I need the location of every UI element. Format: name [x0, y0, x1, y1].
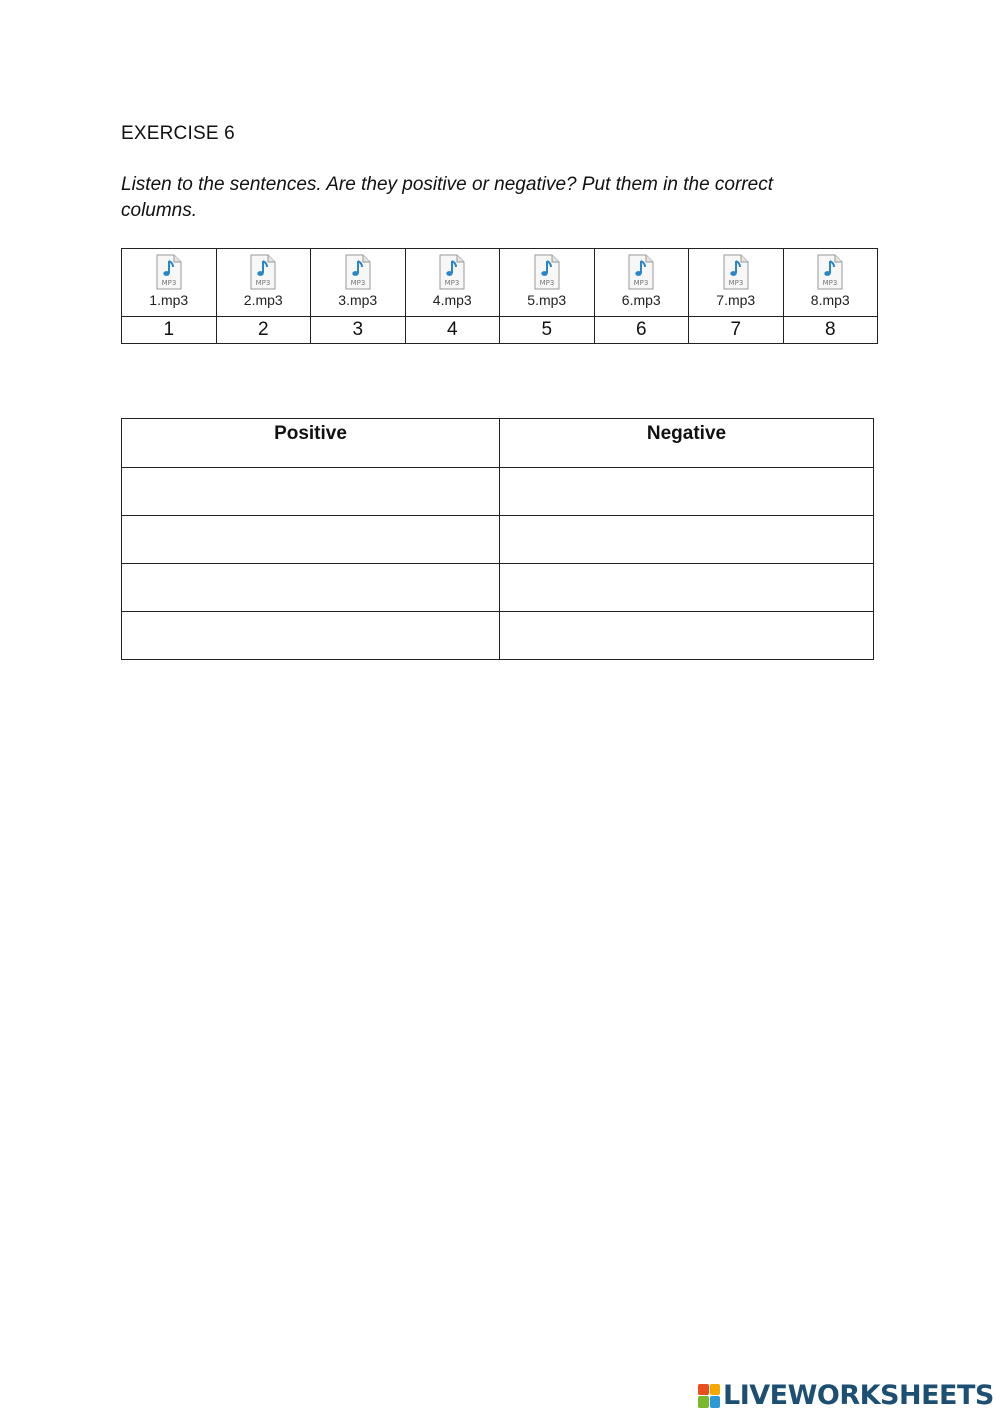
- audio-file-name: 3.mp3: [338, 292, 378, 308]
- negative-column-header: Negative: [500, 419, 874, 468]
- audio-file-2[interactable]: [244, 254, 283, 308]
- svg-text:MP3: MP3: [444, 279, 460, 287]
- sort-table: [121, 418, 874, 660]
- audio-cell[interactable]: [500, 249, 595, 317]
- audio-number: 7: [689, 317, 784, 344]
- positive-column-header: Positive: [122, 419, 500, 468]
- audio-file-name: 2.mp3: [243, 292, 283, 308]
- audio-file-name: 4.mp3: [432, 292, 472, 308]
- audio-cell[interactable]: [216, 249, 311, 317]
- audio-cell[interactable]: [783, 249, 878, 317]
- audio-number: 8: [783, 317, 878, 344]
- audio-file-6[interactable]: [622, 254, 661, 308]
- audio-file-8[interactable]: [811, 254, 850, 308]
- audio-file-4[interactable]: [433, 254, 472, 308]
- mp3-file-icon[interactable]: [626, 254, 656, 290]
- svg-text:MP3: MP3: [728, 279, 744, 287]
- audio-file-name: 5.mp3: [527, 292, 567, 308]
- negative-drop-cell[interactable]: [500, 516, 874, 564]
- svg-text:MP3: MP3: [633, 279, 649, 287]
- audio-cell[interactable]: [311, 249, 406, 317]
- logo-badge-icon: [698, 1384, 720, 1408]
- audio-number: 5: [500, 317, 595, 344]
- negative-drop-cell[interactable]: [500, 468, 874, 516]
- positive-drop-cell[interactable]: [122, 468, 500, 516]
- positive-drop-cell[interactable]: [122, 516, 500, 564]
- audio-number: 4: [405, 317, 500, 344]
- negative-drop-cell[interactable]: [500, 564, 874, 612]
- audio-cell[interactable]: [122, 249, 217, 317]
- svg-text:MP3: MP3: [822, 279, 838, 287]
- mp3-file-icon[interactable]: [154, 254, 184, 290]
- audio-file-name: 6.mp3: [621, 292, 661, 308]
- liveworksheets-logo: [698, 1380, 994, 1411]
- audio-file-name: 8.mp3: [810, 292, 850, 308]
- mp3-file-icon[interactable]: [721, 254, 751, 290]
- mp3-file-icon[interactable]: [343, 254, 373, 290]
- mp3-file-icon[interactable]: [532, 254, 562, 290]
- audio-table: [121, 248, 878, 344]
- audio-file-7[interactable]: [716, 254, 755, 308]
- audio-number: 2: [216, 317, 311, 344]
- audio-file-name: 1.mp3: [149, 292, 189, 308]
- exercise-title: EXERCISE 6: [121, 123, 235, 144]
- positive-drop-cell[interactable]: [122, 612, 500, 660]
- negative-drop-cell[interactable]: [500, 612, 874, 660]
- audio-file-name: 7.mp3: [716, 292, 756, 308]
- audio-cell[interactable]: [689, 249, 784, 317]
- audio-file-3[interactable]: [338, 254, 377, 308]
- audio-number: 1: [122, 317, 217, 344]
- positive-drop-cell[interactable]: [122, 564, 500, 612]
- mp3-file-icon[interactable]: [815, 254, 845, 290]
- audio-number: 3: [311, 317, 406, 344]
- logo-wordmark: LIVEWORKSHEETS: [723, 1380, 994, 1411]
- audio-cell[interactable]: [405, 249, 500, 317]
- instruction-text: Listen to the sentences. Are they positive or negative? Put them in the correct columns.: [121, 174, 773, 221]
- mp3-file-icon[interactable]: [248, 254, 278, 290]
- svg-text:MP3: MP3: [255, 279, 271, 287]
- svg-text:MP3: MP3: [350, 279, 366, 287]
- svg-text:MP3: MP3: [539, 279, 555, 287]
- audio-file-5[interactable]: [527, 254, 566, 308]
- audio-file-1[interactable]: [149, 254, 188, 308]
- svg-text:MP3: MP3: [161, 279, 177, 287]
- audio-number: 6: [594, 317, 689, 344]
- mp3-file-icon[interactable]: [437, 254, 467, 290]
- audio-cell[interactable]: [594, 249, 689, 317]
